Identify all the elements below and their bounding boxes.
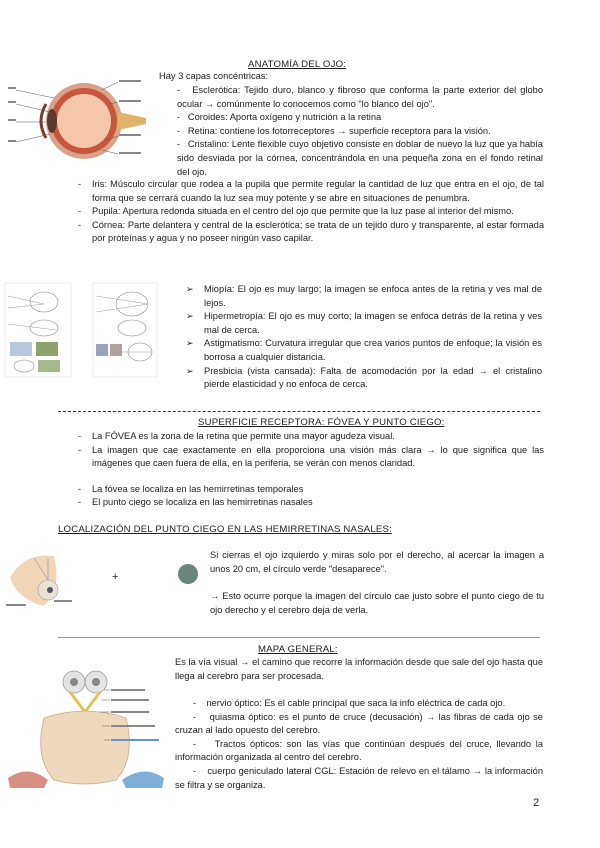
layer-item-retina: - Retina: contiene los fotorreceptores → superficie receptora para la visión.	[177, 125, 491, 136]
fovea-item: - La imagen que cae exactamente en ella proporciona una visión más clara → lo que significa que las imágenes que caen fuera de ella, en la periferia, se verán con menos claridad.	[74, 444, 544, 471]
fovea-item: - La FÓVEA es la zona de la retina que permite una mayor agudeza visual.	[74, 430, 544, 444]
layer-item-coroides: - Coroides: Aporta oxígeno y nutrición a la retina	[177, 112, 382, 123]
refraction-item-hipermetropia: ➢ Hipermetropía: El ojo es muy corto; la imagen se enfoca detrás de la retina y ves mal de cerca.	[178, 310, 542, 337]
fovea-title: SUPERFICIE RECEPTORA: FÓVEA Y PUNTO CIEGO:	[198, 417, 445, 428]
part-item-pupila: - Pupila: Apertura redonda situada en el centro del ojo que permite que la luz pase al interior del mismo.	[74, 205, 544, 219]
blindspot-instruction: Si cierras el ojo izquierdo y miras solo por el derecho, al acercar la imagen a unos 20 cm, el círculo verde "desaparece".	[210, 550, 544, 574]
refraction-item-presbicia: ➢ Presbicia (vista cansada): Falta de acomodación por la edad → el cristalino pierde elasticidad y no enfoca de cerca.	[178, 365, 542, 392]
refraction-diagram-left	[4, 282, 72, 378]
refraction-item-miopia: ➢ Miopía: El ojo es muy largo; la imagen se enfoca antes de la retina y ves mal de lejos.	[178, 283, 542, 310]
blindspot-title: LOCALIZACIÓN DEL PUNTO CIEGO EN LAS HEMIRRETINAS NASALES:	[58, 524, 392, 535]
visual-pathway-illustration	[4, 668, 172, 790]
mapa-item-cgl: - cuerpo geniculado lateral CGL: Estación de relevo en el tálamo → la información se filtra y se organiza.	[175, 765, 543, 790]
eye-anatomy-illustration	[6, 74, 156, 166]
part-item-iris: - Iris: Músculo circular que rodea a la pupila que permite regular la cantidad de luz que entra en el ojo, de tal forma que se cerrará cuando la luz sea muy potente y se abre en situaciones de penumbra.	[74, 178, 544, 205]
anatomy-layer-list	[159, 84, 543, 179]
mapa-item-tractos: - Tractos ópticos: son las vías que continúan después del cruce, llevando la información organizada al centro del cerebro.	[175, 738, 543, 763]
fixation-cross: +	[112, 571, 119, 583]
mapa-title: MAPA GENERAL:	[258, 644, 338, 655]
refraction-item-astigmatismo: ➢ Astigmatismo: Curvatura irregular que crea varios puntos de enfoque; la visión es borrosa a cualquier distancia.	[178, 337, 542, 364]
part-item-cornea: - Córnea: Parte delantera y central de la esclerótica; se trata de un tejido duro y transparente, al estar formada por proteínas y agua y no poseer ningún vaso capilar.	[74, 219, 544, 246]
section-divider-solid	[58, 637, 540, 638]
fovea-item: - El punto ciego se localiza en las hemirretinas nasales	[74, 496, 544, 510]
fovea-item: - La fóvea se localiza en las hemirretinas temporales	[74, 483, 544, 497]
anatomy-parts-list	[74, 178, 544, 246]
mapa-item-nervio-optico: - nervio óptico: Es el cable principal que saca la info eléctrica de cada ojo.	[193, 698, 506, 708]
mapa-list	[175, 697, 543, 792]
mapa-item-quiasma: - quiasma óptico: es el punto de cruce (decusación) → las fibras de cada ojo se cruzan al lado opuesto del cerebro.	[175, 711, 543, 736]
layer-item-esclerotica: - Esclerótica: Tejido duro, blanco y fibroso que conforma la parte exterior del globo ocular → comúnmente lo conocemos como "lo blanco del ojo".	[177, 85, 543, 109]
blindspot-explanation: → Esto ocurre porque la imagen del círculo cae justo sobre el punto ciego de tu ojo derecho y el cerebro deja de verla.	[210, 591, 544, 615]
fovea-list	[74, 430, 544, 510]
anatomy-title: ANATOMÍA DEL OJO:	[248, 59, 347, 70]
anatomy-intro: Hay 3 capas concéntricas:	[159, 71, 269, 81]
refraction-diagram-right	[92, 282, 158, 378]
layer-item-cristalino: - Cristalino: Lente flexible cuyo objetivo consiste en doblar de nuevo la luz que ya había sido desviada por la córnea, concentrándola en una pequeña zona en el fondo retinal del ojo.	[177, 139, 543, 177]
page-number: 2	[533, 797, 540, 809]
blindspot-illustration	[4, 548, 96, 610]
mapa-intro: Es la vía visual → el camino que recorre la información desde que sale del ojo hasta que llega al cerebro para ser procesada.	[175, 657, 543, 681]
refraction-list	[178, 283, 542, 392]
green-target-circle	[177, 563, 199, 585]
section-divider-dashed	[58, 411, 540, 412]
